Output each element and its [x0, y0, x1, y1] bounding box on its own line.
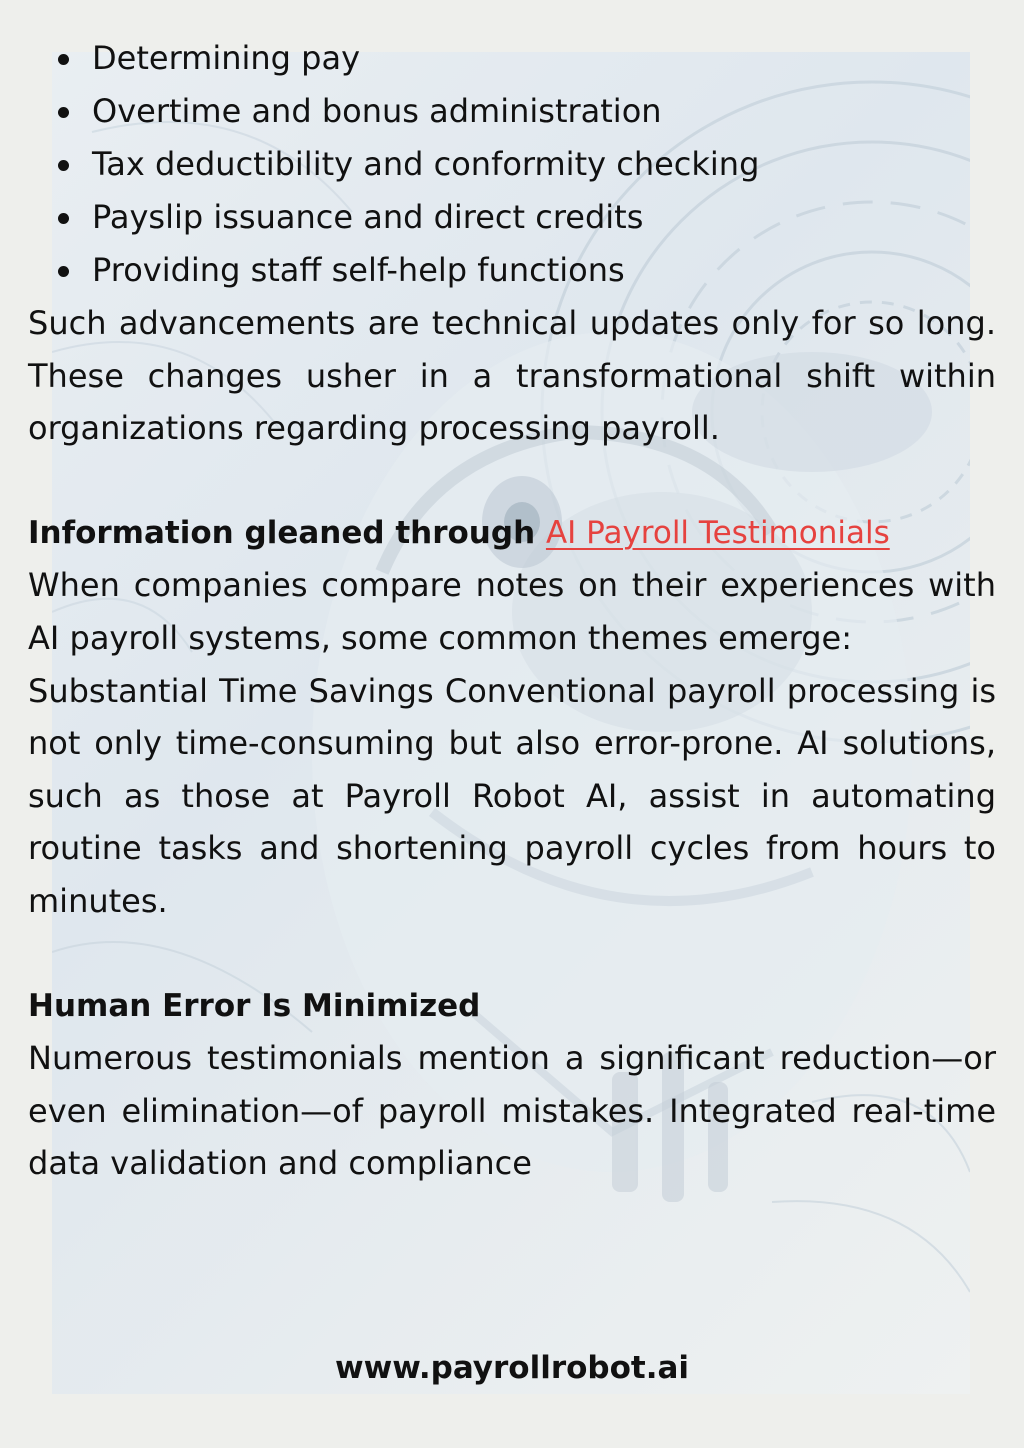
list-item-text: Payslip issuance and direct credits	[92, 198, 644, 236]
bullet-icon	[58, 54, 69, 65]
list-item-text: Determining pay	[92, 39, 361, 77]
paragraph-intro: When companies compare notes on their experiences with AI payroll systems, some common themes emerge:	[28, 566, 996, 657]
list-item-text: Providing staff self-help functions	[92, 251, 625, 289]
list-item	[28, 32, 996, 85]
list-item	[28, 85, 996, 138]
website-url: www.payrollrobot.ai	[334, 1350, 690, 1386]
heading-text: Information gleaned through	[28, 514, 546, 551]
section-heading-human-error: Human Error Is Minimized	[28, 987, 481, 1024]
bullet-icon	[58, 213, 69, 224]
bullet-icon	[58, 266, 69, 277]
list-item	[28, 138, 996, 191]
document-body	[28, 32, 996, 1190]
paragraph-human-error: Numerous testimonials mention a significant reduction—or even elimination—of payroll mistakes. Integrated real-time data validation and compliance	[28, 1039, 996, 1183]
ai-payroll-testimonials-link[interactable]: AI Payroll Testimonials	[545, 514, 890, 551]
list-item	[28, 244, 996, 297]
bullet-icon	[58, 107, 69, 118]
list-item	[28, 191, 996, 244]
bullet-icon	[58, 160, 69, 171]
paragraph-time-savings: Substantial Time Savings Conventional payroll processing is not only time-consuming but also error-prone. AI solutions, such as those at Payroll Robot AI, assist in automating routine tasks and shortening payroll cycles from hours to minutes.	[28, 671, 996, 920]
paragraph-advancements: Such advancements are technical updates only for so long. These changes usher in a transformational shift within organizations regarding processing payroll.	[28, 304, 996, 448]
list-item-text: Tax deductibility and conformity checking	[92, 145, 760, 183]
section-heading-testimonials	[28, 507, 996, 560]
list-item-text: Overtime and bonus administration	[92, 92, 662, 130]
bullet-list	[28, 32, 996, 297]
